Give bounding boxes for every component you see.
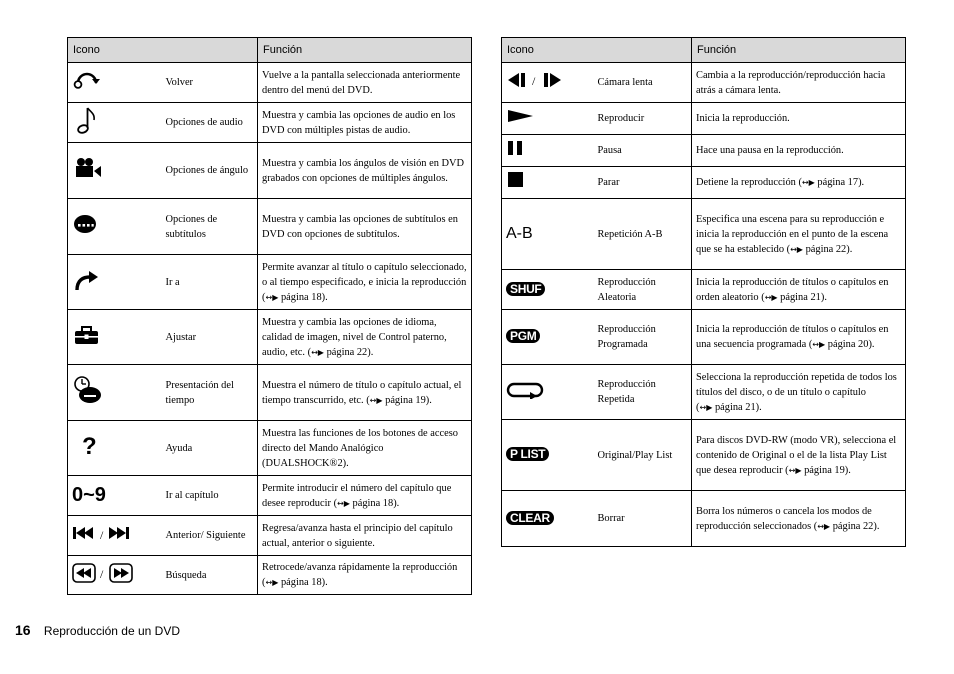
help-icon: ? xyxy=(68,421,160,476)
table-row xyxy=(68,103,472,143)
page-ref-arrow-icon: ↔▶ xyxy=(369,395,383,405)
table-row xyxy=(68,365,472,421)
row-name: Reproducción Repetida xyxy=(592,365,692,420)
row-function: Muestra y cambia las opciones de idioma, calidad de imagen, nivel de Control paterno, audio, etc. (↔▶ página 22). xyxy=(258,310,472,365)
rewind-forward-icon xyxy=(68,556,160,595)
row-name: Opciones de audio xyxy=(160,103,258,143)
table-row xyxy=(68,63,472,103)
subtitle-icon xyxy=(68,199,160,255)
play-icon xyxy=(502,103,592,135)
page-number: 16 xyxy=(15,622,31,638)
play-list-icon: P LIST xyxy=(502,420,592,491)
table-header xyxy=(502,38,906,63)
svg-text:/: / xyxy=(532,74,536,88)
stop-icon xyxy=(502,167,592,199)
table-row xyxy=(68,199,472,255)
header-icon: Icono xyxy=(502,38,692,63)
clear-icon: CLEAR xyxy=(502,491,592,547)
table-row xyxy=(502,135,906,167)
row-name: Ir al capítulo xyxy=(160,476,258,516)
row-function: Regresa/avanza hasta el principio del capítulo actual, anterior o siguiente. xyxy=(258,516,472,556)
section-title: Reproducción de un DVD xyxy=(43,624,180,638)
row-name: Opciones de ángulo xyxy=(160,143,258,199)
row-function: Inicia la reproducción. xyxy=(692,103,906,135)
return-icon xyxy=(68,63,160,103)
page-ref-arrow-icon: ↔▶ xyxy=(311,347,324,357)
row-function: Inicia la reproducción de títulos o capítulos en orden aleatorio (↔▶ página 21). xyxy=(692,270,906,310)
row-function: Cambia a la reproducción/reproducción hacia atrás a cámara lenta. xyxy=(692,63,906,103)
music-note-icon xyxy=(68,103,160,143)
row-name: Ajustar xyxy=(160,310,258,365)
row-function: Muestra y cambia las opciones de audio en los DVD con múltiples pistas de audio. xyxy=(258,103,472,143)
page-ref-arrow-icon: ↔▶ xyxy=(801,178,815,187)
program-icon: PGM xyxy=(502,310,592,365)
row-function: Muestra el número de título o capítulo actual, el tiempo transcurrido, etc. (↔▶ página 19). xyxy=(258,365,472,421)
page-ref-arrow-icon: ↔▶ xyxy=(788,465,802,475)
page-ref-arrow-icon: ↔▶ xyxy=(812,340,826,349)
goto-arrow-icon xyxy=(68,255,160,310)
row-function: Borra los números o cancela los modos de reproducción seleccionados (↔▶ página 22). xyxy=(692,491,906,547)
camera-icon xyxy=(68,143,160,199)
row-function: Muestra las funciones de los botones de acceso directo del Mando Analógico (DUALSHOCK®2). xyxy=(258,421,472,476)
row-name: Ayuda xyxy=(160,421,258,476)
table-header xyxy=(68,38,472,63)
row-function: Muestra y cambia las opciones de subtítulos en DVD con opciones de subtítulos. xyxy=(258,199,472,255)
row-name: Reproducción Programada xyxy=(592,310,692,365)
row-function: Detiene la reproducción (↔▶ página 17). xyxy=(692,167,906,199)
table-row xyxy=(502,420,906,491)
row-name: Anterior/ Siguiente xyxy=(160,516,258,556)
table-row xyxy=(502,167,906,199)
header-function: Función xyxy=(258,38,472,63)
header-function: Función xyxy=(692,38,906,63)
repeat-ab-icon: A-B xyxy=(502,199,592,270)
page-ref-arrow-icon: ↔▶ xyxy=(699,402,713,412)
svg-text:/: / xyxy=(100,528,104,541)
right-function-table xyxy=(501,37,906,547)
row-name: Opciones de subtítulos xyxy=(160,199,258,255)
table-row xyxy=(502,270,906,310)
shuffle-icon: SHUF xyxy=(502,270,592,310)
row-name: Cámara lenta xyxy=(592,63,692,103)
table-row xyxy=(502,365,906,420)
row-function: Muestra y cambia los ángulos de visión en DVD grabados con opciones de múltiples ángulos. xyxy=(258,143,472,199)
row-function: Para discos DVD-RW (modo VR), selecciona el contenido de Original o el de la lista Play List que desea reproducir (↔▶ página 19). xyxy=(692,420,906,491)
page-ref-arrow-icon: ↔▶ xyxy=(265,292,279,302)
slow-motion-icon xyxy=(502,63,592,103)
table-row xyxy=(68,556,472,595)
prev-next-icon xyxy=(68,516,160,556)
table-row xyxy=(502,310,906,365)
page-ref-arrow-icon: ↔▶ xyxy=(790,244,803,254)
row-function: Inicia la reproducción de títulos o capítulos en una secuencia programada (↔▶ página 20). xyxy=(692,310,906,365)
row-function: Especifica una escena para su reproducción e inicia la reproducción en el punto de la escena que se ha establecido (↔▶ página 22). xyxy=(692,199,906,270)
row-function: Permite introducir el número del capítulo que desee reproducir (↔▶ página 18). xyxy=(258,476,472,516)
table-row xyxy=(68,255,472,310)
row-function: Permite avanzar al título o capítulo seleccionado, o al tiempo especificado, e inicia la reproducción (↔▶ página 18). xyxy=(258,255,472,310)
row-name: Repetición A-B xyxy=(592,199,692,270)
row-name: Parar xyxy=(592,167,692,199)
page-ref-arrow-icon: ↔▶ xyxy=(337,498,350,508)
table-row xyxy=(502,103,906,135)
row-name: Búsqueda xyxy=(160,556,258,595)
row-function: Retrocede/avanza rápidamente la reproducción (↔▶ página 18). xyxy=(258,556,472,595)
time-display-icon xyxy=(68,365,160,421)
left-function-table xyxy=(67,37,472,595)
table-row xyxy=(68,143,472,199)
number-keys-icon: 0~9 xyxy=(68,476,160,516)
row-function: Vuelve a la pantalla seleccionada anteriormente dentro del menú del DVD. xyxy=(258,63,472,103)
row-name: Ir a xyxy=(160,255,258,310)
table-row xyxy=(68,476,472,516)
table-row xyxy=(68,516,472,556)
row-name: Pausa xyxy=(592,135,692,167)
page-ref-arrow-icon: ↔▶ xyxy=(817,521,831,531)
row-name: Reproducción Aleatoria xyxy=(592,270,692,310)
page-ref-arrow-icon: ↔▶ xyxy=(764,292,778,302)
row-name: Original/Play List xyxy=(592,420,692,491)
row-function: Selecciona la reproducción repetida de todos los títulos del disco, o de un título o capítulo (↔▶ página 21). xyxy=(692,365,906,420)
table-row xyxy=(68,421,472,476)
repeat-icon xyxy=(502,365,592,420)
row-name: Reproducir xyxy=(592,103,692,135)
header-icon: Icono xyxy=(68,38,258,63)
pause-icon xyxy=(502,135,592,167)
row-name: Volver xyxy=(160,63,258,103)
row-name: Borrar xyxy=(592,491,692,547)
svg-text:/: / xyxy=(100,566,104,581)
table-row xyxy=(502,199,906,270)
row-name: Presentación del tiempo xyxy=(160,365,258,421)
toolbox-icon xyxy=(68,310,160,365)
table-row xyxy=(68,310,472,365)
page-footer xyxy=(15,622,180,638)
page-ref-arrow-icon: ↔▶ xyxy=(265,578,279,587)
row-function: Hace una pausa en la reproducción. xyxy=(692,135,906,167)
table-row xyxy=(502,491,906,547)
table-row xyxy=(502,63,906,103)
